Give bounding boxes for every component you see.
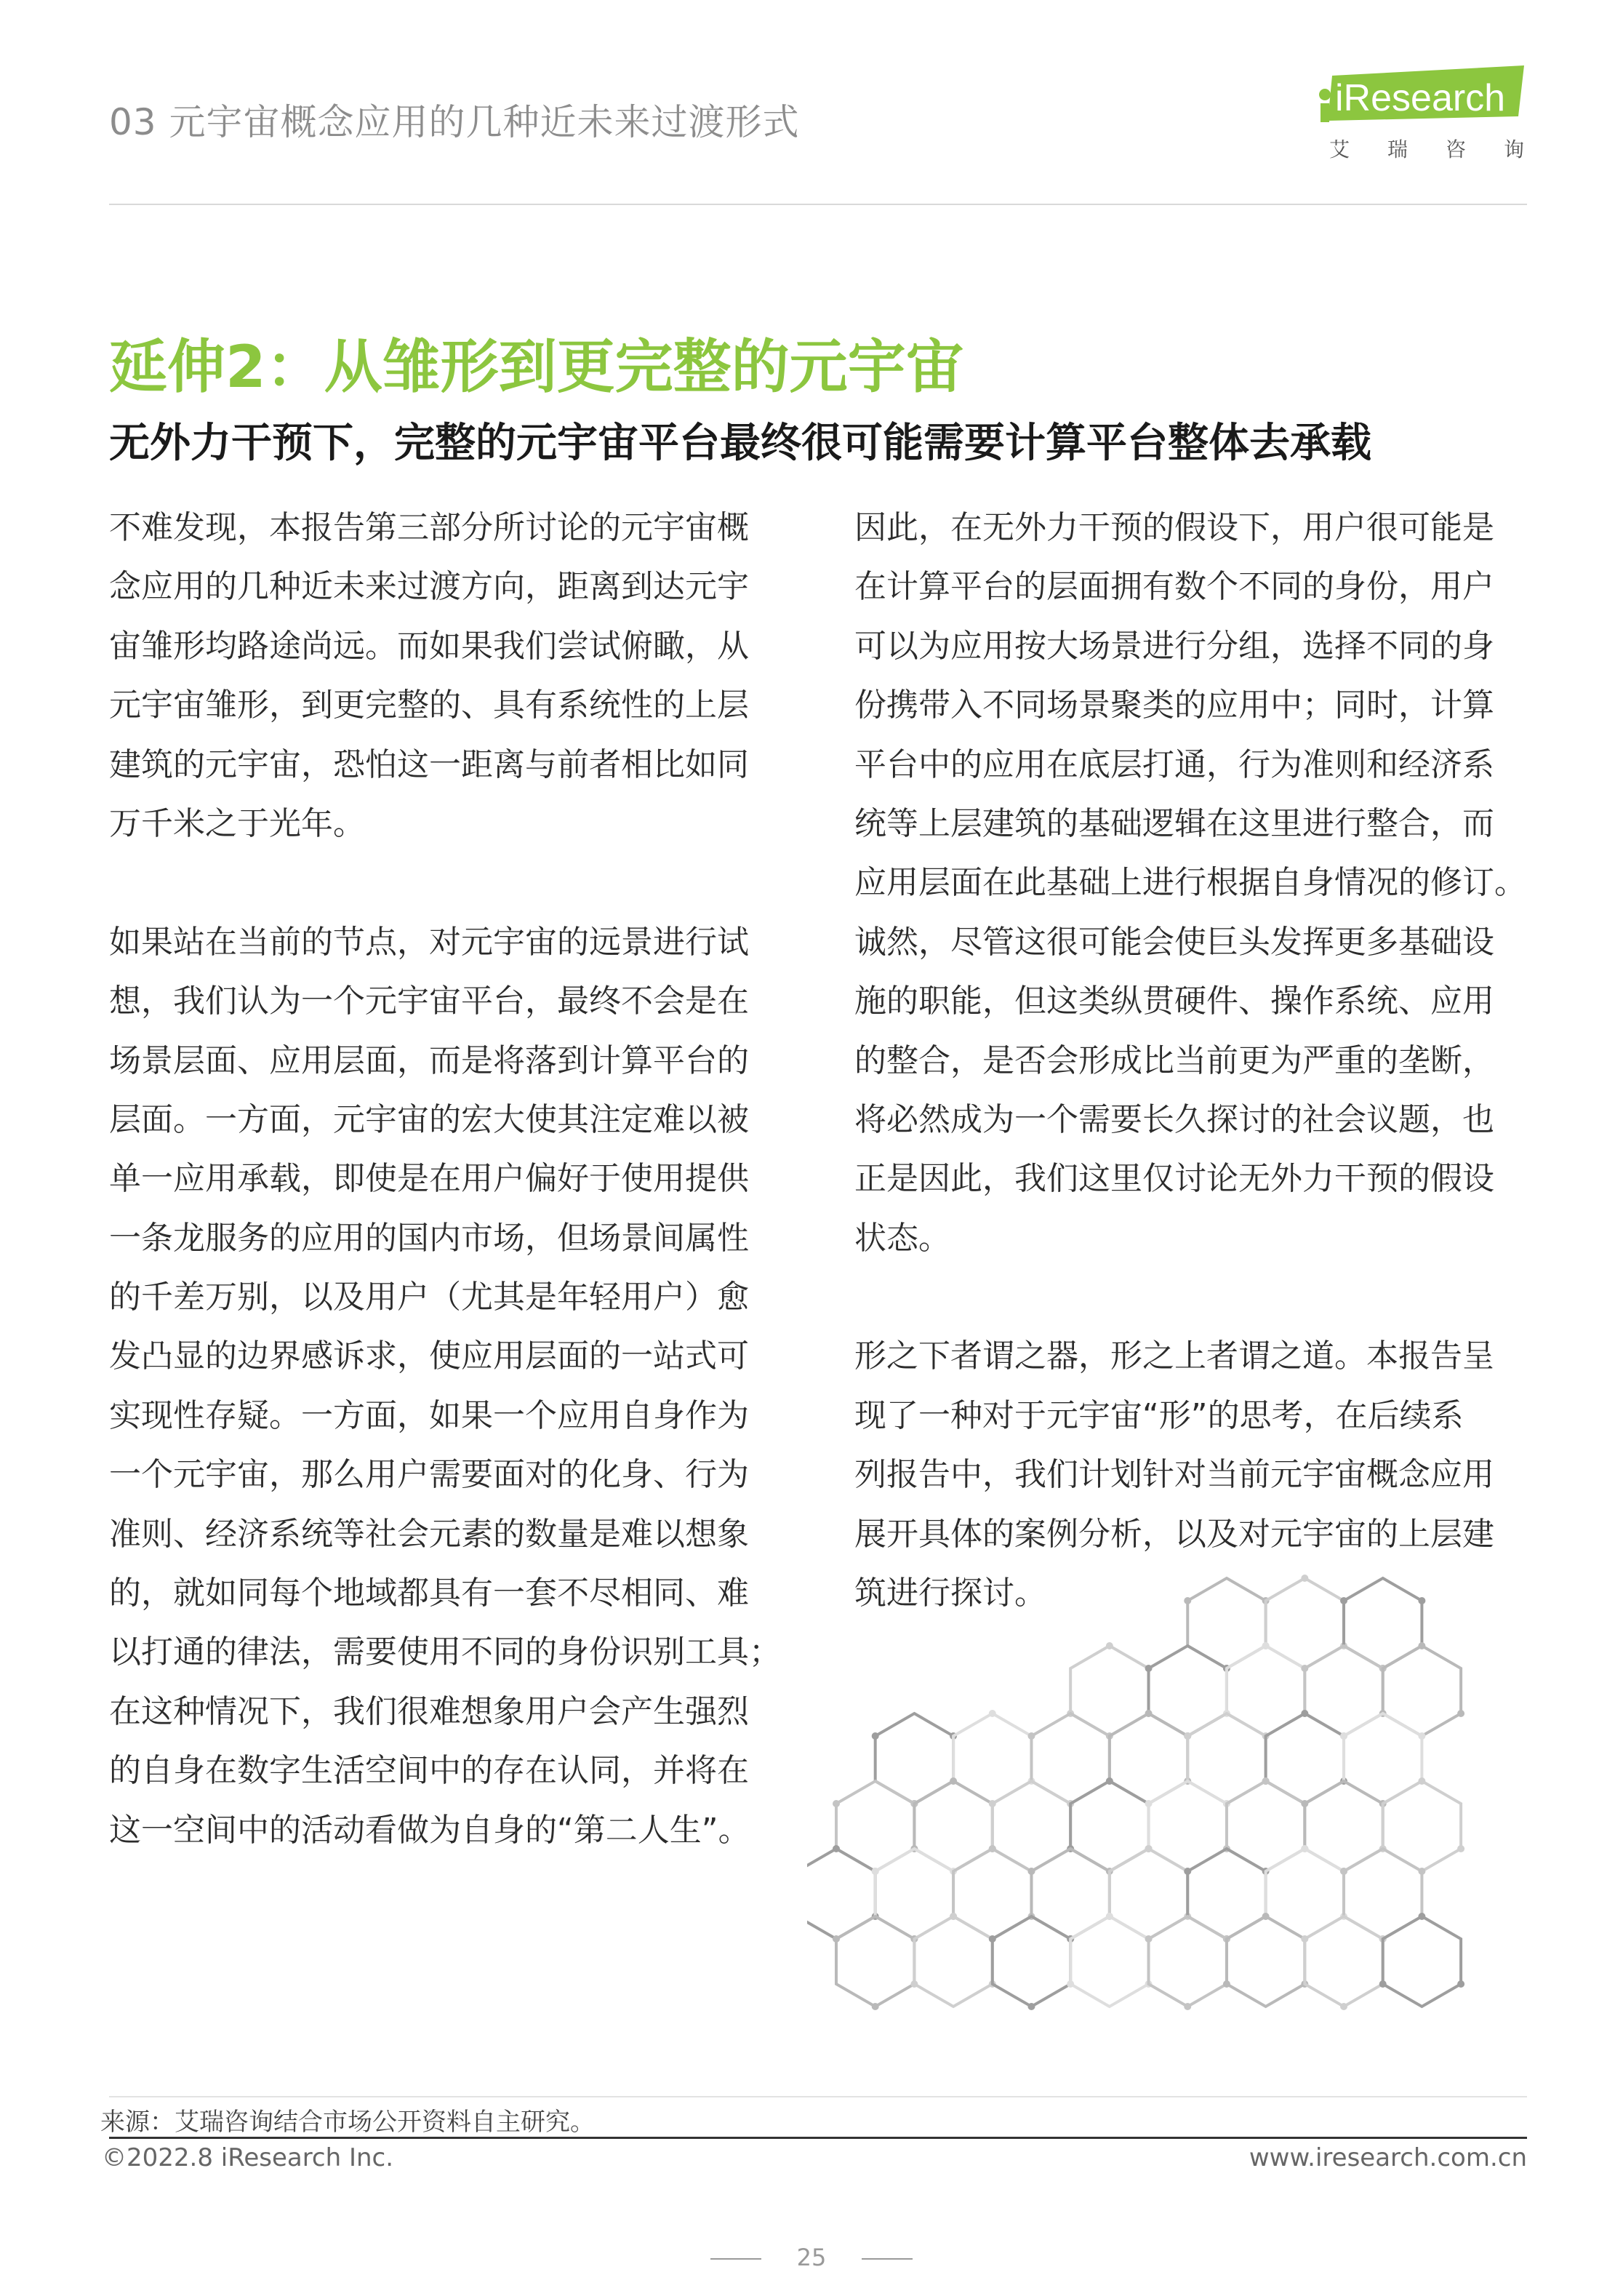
hexagon-node (1301, 1935, 1308, 1943)
hexagon-node (1184, 1732, 1191, 1740)
body-line: 念应用的几种近未来过渡方向，距离到达元宇 (109, 568, 749, 606)
hexagon-cell (1031, 1849, 1109, 1939)
hexagon-node (1027, 1732, 1035, 1740)
body-line: 诚然，尽管这很可能会使巨头发挥更多基础设 (854, 923, 1494, 961)
hexagon-node (1262, 1777, 1270, 1785)
hexagon-cell (1383, 1781, 1461, 1871)
copyright: ©2022.8 iResearch Inc. (102, 2143, 394, 2172)
body-line: 正是因此，我们这里仅讨论无外力干预的假设 (854, 1160, 1494, 1198)
hexagon-cell (1305, 1781, 1382, 1871)
hexagon-node (1457, 1980, 1464, 1988)
hexagon-cell (1031, 1713, 1109, 1804)
hexagon-node (1457, 1710, 1464, 1717)
body-line: 元宇宙雏形，到更完整的、具有系统性的上层 (109, 687, 749, 724)
body-line: 一个元宇宙，那么用户需要面对的化身、行为 (109, 1456, 749, 1494)
hexagon-node (872, 1868, 879, 1875)
hexagon-cell (1383, 1916, 1461, 2007)
body-line: 以打通的律法，需要使用不同的身份识别工具； (109, 1633, 781, 1671)
section-title: 03 元宇宙概念应用的几种近未来过渡形式 (109, 101, 800, 143)
hexagon-pattern-decoration (807, 1564, 1527, 2073)
hexagon-node (989, 1710, 996, 1717)
page-number: 25 (796, 2244, 827, 2271)
body-line: 形之下者谓之器，形之上者谓之道。本报告呈 (854, 1337, 1494, 1375)
footer-divider (109, 2137, 1527, 2139)
body-line: 建筑的元宇宙，恐怕这一距离与前者相比如同 (109, 745, 749, 783)
body-line: 实现性存疑。一方面，如果一个应用自身作为 (109, 1396, 749, 1434)
hexagon-cell (1227, 1916, 1305, 2007)
hexagon-cell (953, 1849, 1031, 1939)
hexagon-node (989, 1800, 996, 1807)
body-line: 这一空间中的活动看做为自身的“第二人生”。 (109, 1811, 750, 1849)
hexagon-node (1301, 1800, 1308, 1807)
body-line: 万千米之于光年。 (109, 804, 365, 842)
body-line: 筑进行探讨。 (854, 1575, 1046, 1612)
hexagon-node (1301, 1710, 1308, 1717)
hexagon-node (872, 2003, 879, 2010)
hexagon-cell (1227, 1646, 1305, 1736)
hexagon-node (1145, 1800, 1153, 1807)
hexagon-cell (1149, 1916, 1227, 2007)
hexagon-cell (1110, 1849, 1187, 1939)
body-line: 可以为应用按大场景进行分组，选择不同的身 (854, 627, 1494, 665)
hexagon-node (1145, 1935, 1153, 1943)
hexagon-node (1184, 1868, 1191, 1875)
hexagon-cell (1149, 1781, 1227, 1871)
logo-cn-text: 艾瑞咨询 (1329, 137, 1563, 161)
source-note: 来源：艾瑞咨询结合市场公开资料自主研究。 (100, 2108, 595, 2137)
hexagon-node (1067, 1980, 1074, 1988)
body-line: 在计算平台的层面拥有数个不同的身份，用户 (854, 568, 1494, 606)
body-line: 展开具体的案例分析，以及对元宇宙的上层建 (854, 1515, 1494, 1553)
hexagon-node (1301, 1575, 1308, 1582)
hexagon-node (1418, 1642, 1425, 1649)
hexagon-node (1340, 1597, 1347, 1604)
hexagon-node (1340, 1868, 1347, 1875)
hexagon-node (989, 1845, 996, 1852)
hexagon-node (1340, 2003, 1347, 2010)
page-dash-right (862, 2258, 913, 2260)
hexagon-cell (914, 1916, 992, 2007)
hexagon-node (989, 1935, 996, 1943)
website-link[interactable]: www.iresearch.com.cn (1249, 2143, 1527, 2172)
hexagon-node (1184, 1597, 1191, 1604)
body-line: 想，我们认为一个元宇宙平台，最终不会是在 (109, 983, 749, 1020)
hexagon-cell (1344, 1578, 1422, 1668)
hexagon-node (950, 1777, 957, 1785)
body-line: 统等上层建筑的基础逻辑在这里进行整合，而 (854, 804, 1494, 842)
body-line: 的，就如同每个地域都具有一套不尽相同、难 (109, 1575, 749, 1612)
body-line: 施的职能，但这类纵贯硬件、操作系统、应用 (854, 983, 1494, 1020)
hexagon-node (910, 1980, 918, 1988)
main-title: 延伸2：从雏形到更完整的元宇宙 (109, 333, 964, 401)
body-line: 一条龙服务的应用的国内市场，但场景间属性 (109, 1219, 749, 1257)
hexagon-cell (1070, 1916, 1148, 2007)
body-line: 平台中的应用在底层打通，行为准则和经济系 (854, 745, 1494, 783)
hexagon-cell (953, 1713, 1031, 1804)
hexagon-node (833, 1935, 840, 1943)
hexagon-cell (1187, 1578, 1265, 1668)
hexagon-cell (1266, 1713, 1344, 1804)
hexagon-cell (875, 1713, 953, 1804)
hexagon-cell (1110, 1713, 1187, 1804)
hexagon-node (1418, 1732, 1425, 1740)
hexagon-node (1145, 1845, 1153, 1852)
hexagon-node (1262, 1642, 1270, 1649)
hexagon-node (1379, 1980, 1387, 1988)
hexagon-node (1145, 1710, 1153, 1717)
sub-title: 无外力干预下，完整的元宇宙平台最终很可能需要计算平台整体去承载 (109, 420, 1371, 467)
hexagon-cell (1070, 1646, 1148, 1736)
body-line: 不难发现，本报告第三部分所讨论的元宇宙概 (109, 509, 749, 546)
body-right-column (854, 498, 1534, 1623)
hexagon-node (1418, 1913, 1425, 1920)
hexagon-node (1301, 1665, 1308, 1672)
hexagon-cell (1383, 1646, 1461, 1736)
body-line: 份携带入不同场景聚类的应用中；同时，计算 (854, 687, 1494, 724)
hexagon-node (1027, 2003, 1035, 2010)
hexagon-cell (993, 1916, 1070, 2007)
hexagon-cell (875, 1849, 953, 1939)
header-divider (109, 204, 1527, 205)
body-line: 应用层面在此基础上进行根据自身情况的修订。 (854, 864, 1526, 902)
hexagon-node (833, 1800, 840, 1807)
hexagon-cell (1149, 1646, 1227, 1736)
body-line: 状态。 (854, 1219, 950, 1257)
hexagon-node (1223, 1980, 1230, 1988)
hexagon-node (1145, 1665, 1153, 1672)
iresearch-logo (1316, 63, 1563, 164)
hexagon-node (1106, 1642, 1113, 1649)
hexagon-cell (1227, 1781, 1305, 1871)
body-line: 场景层面、应用层面，而是将落到计算平台的 (109, 1041, 749, 1079)
paragraph-gap (109, 853, 789, 912)
hexagon-node (1457, 1845, 1464, 1852)
body-line: 的整合，是否会形成比当前更为严重的垄断， (854, 1041, 1494, 1079)
hexagon-node (1106, 1913, 1113, 1920)
hexagon-cell (836, 1916, 914, 2007)
hexagon-cell (836, 1781, 914, 1871)
body-line: 层面。一方面，元宇宙的宏大使其注定难以被 (109, 1100, 749, 1138)
hexagon-node (1418, 1777, 1425, 1785)
body-line: 准则、经济系统等社会元素的数量是难以想象 (109, 1515, 749, 1553)
hexagon-cell (1070, 1781, 1148, 1871)
body-line: 宙雏形均路途尚远。而如果我们尝试俯瞰，从 (109, 627, 749, 665)
paragraph-gap (854, 1268, 1534, 1327)
hexagon-node (1301, 1845, 1308, 1852)
logo-mark (1316, 63, 1527, 128)
hexagon-node (833, 1845, 840, 1852)
body-line: 如果站在当前的节点，对元宇宙的远景进行试 (109, 923, 749, 961)
body-line: 现了一种对于元宇宙“形”的思考，在后续系 (854, 1396, 1464, 1434)
hexagon-cell (993, 1781, 1070, 1871)
body-line: 将必然成为一个需要长久探讨的社会议题，也 (854, 1100, 1494, 1138)
hexagon-cell (1305, 1916, 1382, 2007)
hexagon-cell (1344, 1849, 1422, 1939)
hexagon-cell (1344, 1713, 1422, 1804)
hexagon-cell (914, 1781, 992, 1871)
hexagon-node (1184, 2003, 1191, 2010)
page-number-block (0, 2244, 1623, 2271)
hexagon-node (872, 1732, 879, 1740)
hexagon-node (950, 1913, 957, 1920)
hexagon-cell (1266, 1578, 1344, 1668)
hexagon-node (1418, 1597, 1425, 1604)
hexagon-cell (1305, 1646, 1382, 1736)
logo-stem (1321, 103, 1329, 122)
body-line: 单一应用承载，即使是在用户偏好于使用提供 (109, 1160, 749, 1198)
body-left-column (109, 498, 789, 1860)
body-line: 在这种情况下，我们很难想象用户会产生强烈 (109, 1692, 749, 1730)
body-line: 的千差万别，以及用户（尤其是年轻用户）愈 (109, 1279, 749, 1316)
hexagon-node (1106, 1777, 1113, 1785)
body-line: 列报告中，我们计划针对当前元宇宙概念应用 (854, 1456, 1494, 1494)
hexagon-cell (1187, 1713, 1265, 1804)
page-dash-left (710, 2258, 761, 2260)
hexagon-cell (807, 1849, 875, 1939)
hexagon-node (1418, 1868, 1425, 1875)
hexagon-cell (1187, 1849, 1265, 1939)
body-line: 因此，在无外力干预的假设下，用户很可能是 (854, 509, 1494, 546)
hexagon-node (1027, 1868, 1035, 1875)
logo-wordmark: iResearch (1335, 77, 1506, 119)
logo-dot (1319, 89, 1331, 100)
body-line: 发凸显的边界感诉求，使应用层面的一站式可 (109, 1337, 749, 1375)
body-line: 的自身在数字生活空间中的存在认同，并将在 (109, 1752, 749, 1790)
hexagon-cell (1266, 1849, 1344, 1939)
hexagon-node (1262, 1913, 1270, 1920)
source-divider (109, 2096, 1527, 2097)
hexagon-node (1340, 1732, 1347, 1740)
